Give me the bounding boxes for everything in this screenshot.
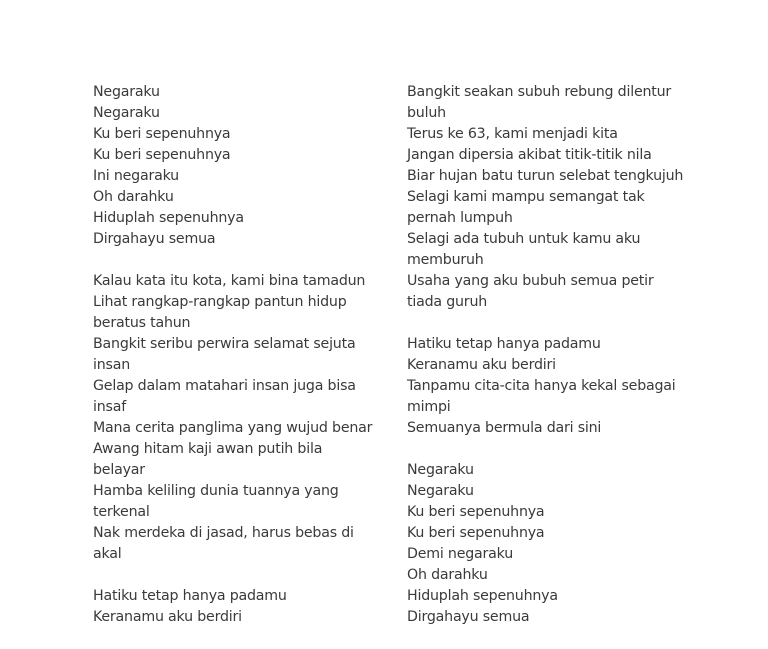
lyric-line: Oh darahku [93, 189, 174, 205]
lyric-line: mimpi [407, 399, 451, 415]
lyrics-right-column [407, 82, 687, 649]
lyric-line: Selagi kami mampu semangat tak [407, 189, 645, 205]
lyric-line: Mana cerita panglima yang wujud benar [93, 420, 373, 436]
lyric-line: Bangkit seakan subuh rebung dilentur [407, 84, 672, 100]
lyric-line: Bangkit seribu perwira selamat sejuta [93, 336, 356, 352]
lyric-line: Tanpamu cita-cita hanya kekal sebagai [407, 378, 676, 394]
lyric-line: Oh darahku [407, 567, 488, 583]
lyric-line: Hiduplah sepenuhnya [407, 588, 558, 604]
lyrics-stanza [407, 460, 687, 628]
lyric-line: beratus tahun [93, 315, 191, 331]
lyric-line: Negaraku [407, 483, 474, 499]
lyric-line: buluh [407, 105, 446, 121]
lyric-line: belayar [93, 462, 145, 478]
lyric-line: terkenal [93, 504, 150, 520]
lyric-line: Jangan dipersia akibat titik-titik nila [407, 147, 652, 163]
lyric-line: Dirgahayu semua [407, 609, 530, 625]
lyric-line: Biar hujan batu turun selebat tengkujuh [407, 168, 684, 184]
lyric-line: Demi negaraku [407, 546, 514, 562]
lyrics-stanza [93, 82, 373, 250]
lyric-line: Gelap dalam matahari insan juga bisa [93, 378, 356, 394]
lyrics-left-column [93, 82, 373, 649]
lyric-line: Lihat rangkap-rangkap pantun hidup [93, 294, 347, 310]
lyric-line: Keranamu aku berdiri [407, 357, 556, 373]
lyric-line: Ku beri sepenuhnya [93, 126, 231, 142]
lyric-line: Ini negaraku [93, 168, 179, 184]
lyrics-stanza [407, 334, 687, 439]
lyric-line: Kalau kata itu kota, kami bina tamadun [93, 273, 366, 289]
lyric-line: Selagi ada tubuh untuk kamu aku [407, 231, 641, 247]
lyric-line: Awang hitam kaji awan putih bila [93, 441, 323, 457]
lyric-line: pernah lumpuh [407, 210, 513, 226]
lyric-line: Ku beri sepenuhnya [93, 147, 231, 163]
lyric-line: Nak merdeka di jasad, harus bebas di [93, 525, 354, 541]
lyric-line: Negaraku [93, 84, 160, 100]
lyric-line: memburuh [407, 252, 484, 268]
lyric-line: Terus ke 63, kami menjadi kita [407, 126, 618, 142]
lyric-line: Negaraku [93, 105, 160, 121]
lyric-line: Hiduplah sepenuhnya [93, 210, 244, 226]
lyric-line: Semuanya bermula dari sini [407, 420, 602, 436]
lyric-line: akal [93, 546, 122, 562]
lyric-line: Keranamu aku berdiri [93, 609, 242, 625]
lyric-line: Hamba keliling dunia tuannya yang [93, 483, 339, 499]
lyrics-stanza [93, 586, 373, 628]
lyric-line: insaf [93, 399, 127, 415]
lyric-line: Ku beri sepenuhnya [407, 525, 545, 541]
lyrics-stanza [407, 82, 687, 313]
lyric-line: Hatiku tetap hanya padamu [407, 336, 601, 352]
lyric-line: Negaraku [407, 462, 474, 478]
lyric-line: insan [93, 357, 131, 373]
lyric-line: Ku beri sepenuhnya [407, 504, 545, 520]
lyrics-stanza [93, 271, 373, 565]
lyric-line: Hatiku tetap hanya padamu [93, 588, 287, 604]
lyric-line: Dirgahayu semua [93, 231, 216, 247]
lyric-line: tiada guruh [407, 294, 488, 310]
lyric-line: Usaha yang aku bubuh semua petir [407, 273, 654, 289]
